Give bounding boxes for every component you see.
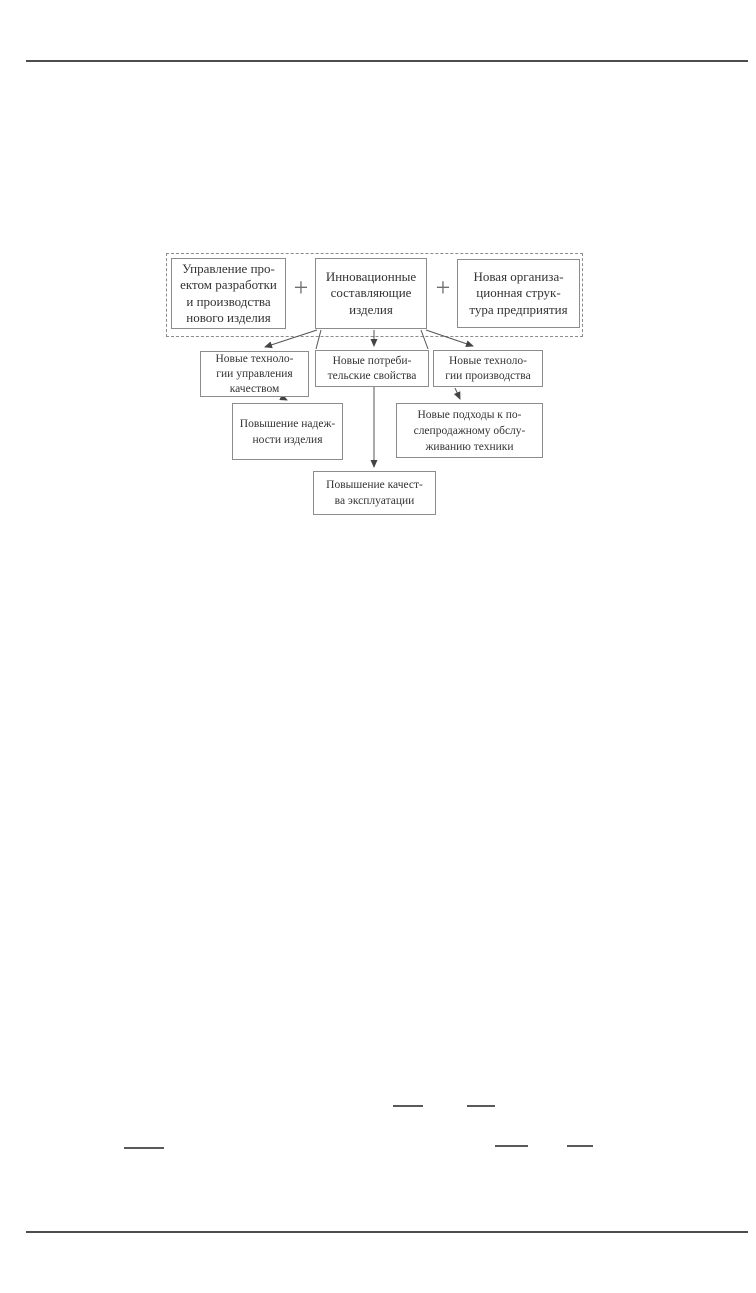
box-line: тура предприятия — [469, 301, 568, 317]
box-product-reliability — [232, 403, 343, 460]
box-line: ности изделия — [252, 433, 323, 446]
box-project-management — [171, 258, 286, 329]
box-line: Новые потреби- — [332, 354, 412, 367]
page-bottom-rule — [26, 1231, 748, 1233]
box-production-tech — [433, 350, 543, 387]
box-quality-management-tech — [200, 351, 309, 397]
box-line: тельские свойства — [327, 369, 417, 382]
arrow-to-product-reliability — [281, 397, 287, 400]
box-line: слепродажному обслу- — [413, 424, 526, 437]
box-line: живанию техники — [425, 440, 514, 453]
box-line: и производства — [186, 293, 271, 309]
box-line: составляющие — [330, 285, 412, 301]
box-line: Новая организа- — [473, 268, 564, 284]
text-rule-fragment — [467, 1105, 495, 1107]
plus-sign-right: + — [435, 273, 451, 302]
box-line: Новые подходы к по- — [417, 408, 522, 421]
arrow-to-after-sales-service — [455, 388, 460, 399]
box-line: Новые техноло- — [215, 352, 294, 365]
box-line: гии управления — [216, 367, 293, 380]
box-line: Повышение качест- — [326, 479, 423, 491]
box-new-org-structure — [457, 259, 580, 328]
box-line: ектом разработки — [180, 277, 277, 292]
box-consumer-properties — [315, 350, 429, 387]
plus-sign-left: + — [293, 273, 309, 302]
box-line: ционная струк- — [476, 285, 561, 301]
box-line: Новые техноло- — [449, 354, 527, 367]
box-line: нового изделия — [186, 310, 271, 325]
box-operation-quality — [313, 471, 436, 515]
box-line: Повышение надеж- — [239, 417, 336, 430]
box-innovative-components — [315, 258, 427, 329]
text-rule-fragment — [393, 1105, 423, 1107]
text-rule-fragment — [567, 1145, 593, 1147]
text-rule-fragment — [124, 1147, 164, 1149]
box-after-sales-service — [396, 403, 543, 458]
box-line: качеством — [229, 382, 280, 395]
page-top-rule — [26, 60, 748, 62]
box-line: Управление про- — [182, 260, 275, 276]
box-line: ва эксплуатации — [334, 495, 415, 507]
box-line: гии производства — [445, 369, 531, 382]
box-line: Инновационные — [325, 268, 417, 284]
text-rule-fragment — [495, 1145, 528, 1147]
box-line: изделия — [349, 301, 393, 317]
